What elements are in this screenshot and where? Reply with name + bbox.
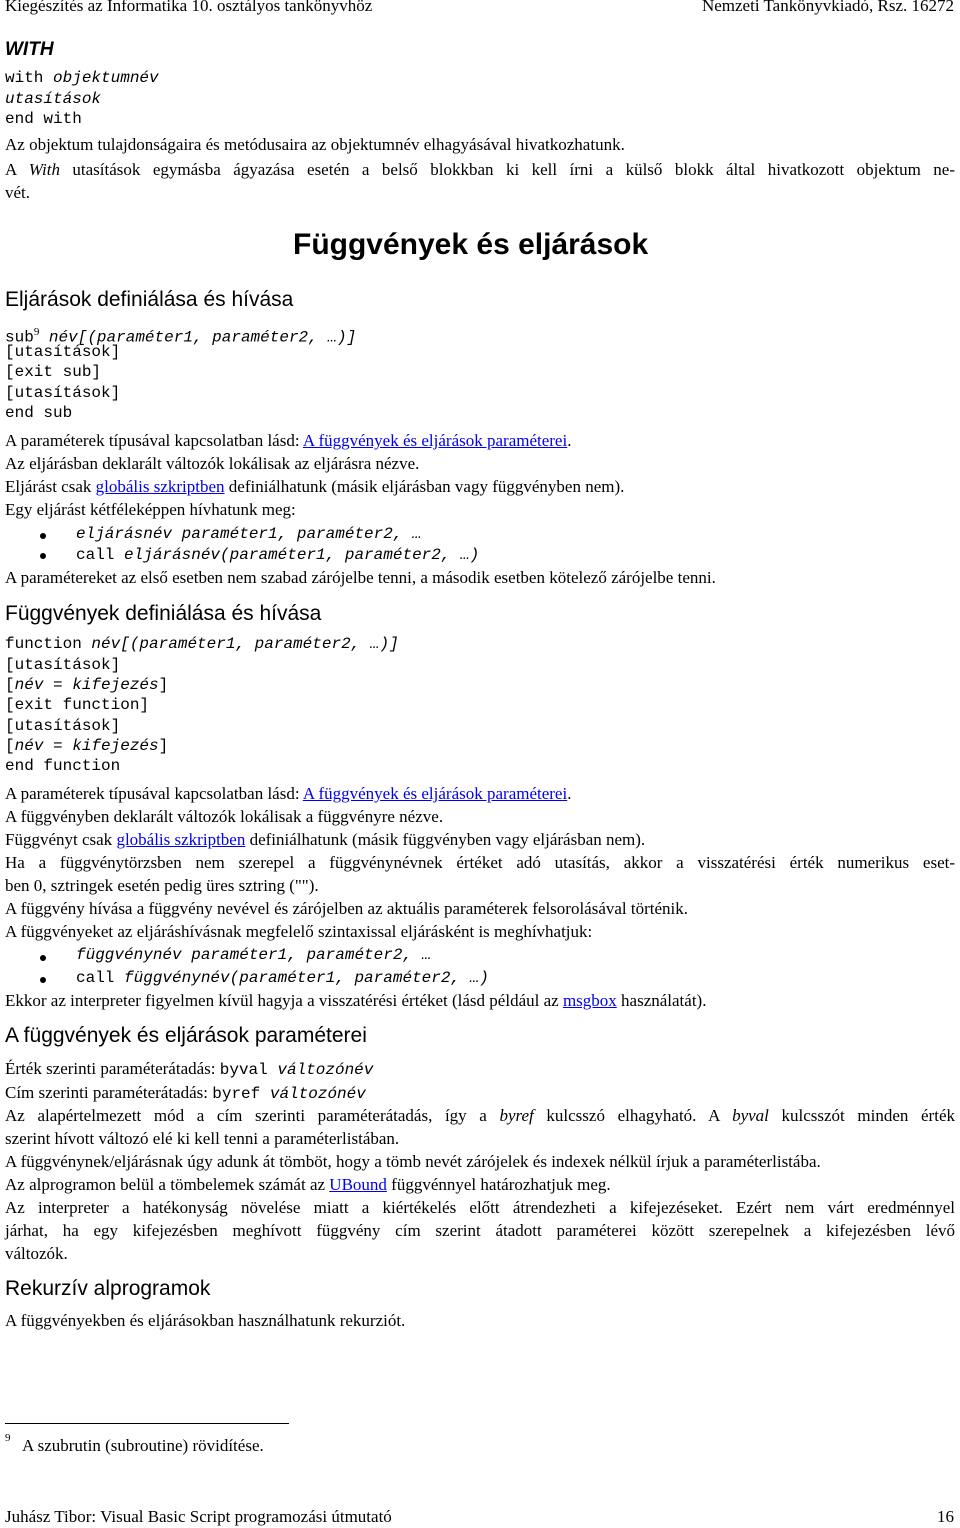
procedures-paragraph-2: Az eljárásban deklarált változók lokálisak az eljárásra nézve.: [5, 454, 420, 473]
function-signature: function név[(paraméter1, paraméter2, …)]: [5, 635, 399, 653]
parameters-paragraph-1: Az alapértelmezett mód a cím szerinti paraméterátadás, így a byref kulcsszó elhagyható. A byval kulcsszót minden érték: [5, 1106, 955, 1125]
sub-code-line: [exit sub]: [5, 363, 102, 381]
bullet-dot: [40, 977, 46, 983]
function-code-line: [név = kifejezés]: [5, 676, 169, 694]
function-call-form-1: függvénynév paraméter1, paraméter2, …: [76, 946, 432, 964]
functions-paragraph-4: Ha a függvénytörzsben nem szerepel a függvénynévnek értéket adó utasítás, akkor a visszatérési érték numerikus eset-: [5, 853, 955, 872]
bullet-dot: [40, 955, 46, 961]
with-code-line-2: utasítások: [5, 90, 102, 108]
procedures-paragraph-4: Egy eljárást kétféleképpen hívhatunk meg:: [5, 500, 296, 519]
header-right: Nemzeti Tankönyvkiadó, Rsz. 16272: [701, 0, 954, 15]
functions-paragraph-1: A paraméterek típusával kapcsolatban lásd: A függvények és eljárások paraméterei.: [5, 784, 572, 803]
procedures-heading: Eljárások definiálása és hívása: [5, 288, 294, 311]
with-code-line-1: with objektumnév: [5, 69, 159, 87]
sub-code-line: [utasítások]: [5, 343, 121, 361]
function-code-line: [exit function]: [5, 696, 150, 714]
footnote-text: A szubrutin (subroutine) rövidítése.: [22, 1436, 264, 1455]
procedures-paragraph-3: Eljárást csak globális szkriptben definiálhatunk (másik eljárásban vagy függvényben nem).: [5, 477, 625, 496]
procedure-call-form-2: call eljárásnév(paraméter1, paraméter2, …): [76, 546, 480, 564]
sub-signature: sub$^9$ név[(paraméter1, paraméter2, …)]: [5, 326, 357, 347]
msgbox-link[interactable]: msgbox: [562, 991, 617, 1010]
parameters-paragraph-1-end: szerint hívott változó elé ki kell tenni a paraméterlistában.: [5, 1129, 400, 1148]
footnote-ref[interactable]: 9: [33, 326, 40, 338]
ubound-link[interactable]: UBound: [329, 1175, 387, 1194]
parameters-paragraph-2: A függvénynek/eljárásnak úgy adunk át tömböt, hogy a tömb nevét zárójelek és indexek nélkül írjuk a paraméterlistába.: [5, 1152, 821, 1171]
with-paragraph-2: A With utasítások egymásba ágyazása esetén a belső blokkban ki kell írni a külső blokk által hivatkozott objektum ne-: [5, 160, 955, 179]
function-code-line: [utasítások]: [5, 656, 121, 674]
parameters-link[interactable]: A függvények és eljárások paraméterei: [302, 431, 568, 450]
functions-paragraph-3: Függvényt csak globális szkriptben definiálhatunk (másik függvényben vagy eljárásban nem).: [5, 830, 646, 849]
functions-paragraph-4-end: ben 0, sztringek esetén pedig üres sztring ("").: [5, 876, 319, 895]
bullet-dot: [40, 533, 46, 539]
parameters-paragraph-4: Az interpreter a hatékonyság növelése miatt a kiértékelés előtt átrendezheti a kifejezéseket. Ezért nem várt eredménnyel: [5, 1198, 955, 1217]
with-paragraph-2-end: vét.: [5, 183, 31, 202]
parameters-link[interactable]: A függvények és eljárások paraméterei: [302, 784, 568, 803]
sub-code-line: [utasítások]: [5, 384, 121, 402]
header-left: Kiegészítés az Informatika 10. osztályos tankönyvhöz: [5, 0, 373, 15]
global-script-link[interactable]: globális szkriptben: [95, 477, 225, 496]
byref-line: Cím szerinti paraméterátadás: byref változónév: [5, 1083, 366, 1103]
functions-paragraph-5: A függvény hívása a függvény nevével és zárójelben az aktuális paraméterek felsorolásával történik.: [5, 899, 689, 918]
chapter-title: Függvények és eljárások: [293, 228, 649, 261]
procedures-paragraph-1: A paraméterek típusával kapcsolatban lásd: A függvények és eljárások paraméterei.: [5, 431, 572, 450]
functions-paragraph-6: A függvényeket az eljáráshívásnak megfelelő szintaxissal eljárásként is meghívhatjuk:: [5, 922, 593, 941]
footnote-number: 9: [5, 1432, 11, 1444]
recursion-heading: Rekurzív alprogramok: [5, 1277, 211, 1300]
with-code-line-3: end with: [5, 110, 82, 128]
functions-paragraph-2: A függvényben deklarált változók lokálisak a függvényre nézve.: [5, 807, 444, 826]
function-call-form-2: call függvénynév(paraméter1, paraméter2, …): [76, 969, 489, 987]
recursion-paragraph: A függvényekben és eljárásokban használhatunk rekurziót.: [5, 1311, 406, 1330]
functions-paragraph-7: Ekkor az interpreter figyelmen kívül hagyja a visszatérési értéket (lásd például az msgbox használatát).: [5, 991, 707, 1010]
footnote-divider: [5, 1423, 289, 1424]
procedures-paragraph-5: A paramétereket az első esetben nem szabad zárójelbe tenni, a második esetben kötelező zárójelbe tenni.: [5, 568, 716, 587]
function-code-line: [utasítások]: [5, 717, 121, 735]
functions-heading: Függvények definiálása és hívása: [5, 602, 322, 625]
page-number: 16: [937, 1507, 954, 1526]
with-paragraph-1: Az objektum tulajdonságaira és metódusaira az objektumnév elhagyásával hivatkozhatunk.: [5, 135, 625, 154]
function-code-line: end function: [5, 757, 121, 775]
footer-left: Juhász Tibor: Visual Basic Script programozási útmutató: [5, 1507, 392, 1526]
procedure-call-form-1: eljárásnév paraméter1, paraméter2, …: [76, 525, 422, 543]
global-script-link[interactable]: globális szkriptben: [116, 830, 246, 849]
parameters-paragraph-4-cont: járhat, ha egy kifejezésben meghívott függvény cím szerint átadott paraméterei között szerepelnek a kifejezésben lévő: [5, 1221, 955, 1240]
bullet-dot: [40, 553, 46, 559]
parameters-paragraph-3: Az alprogramon belül a tömbelemek számát az UBound függvénnyel határozhatjuk meg.: [5, 1175, 611, 1194]
with-title: WITH: [5, 39, 54, 60]
byval-line: Érték szerinti paraméterátadás: byval változónév: [5, 1059, 374, 1079]
function-code-line: [név = kifejezés]: [5, 737, 169, 755]
sub-code-line: end sub: [5, 404, 73, 422]
parameters-paragraph-4-end: változók.: [5, 1244, 68, 1263]
parameters-heading: A függvények és eljárások paraméterei: [5, 1024, 367, 1047]
